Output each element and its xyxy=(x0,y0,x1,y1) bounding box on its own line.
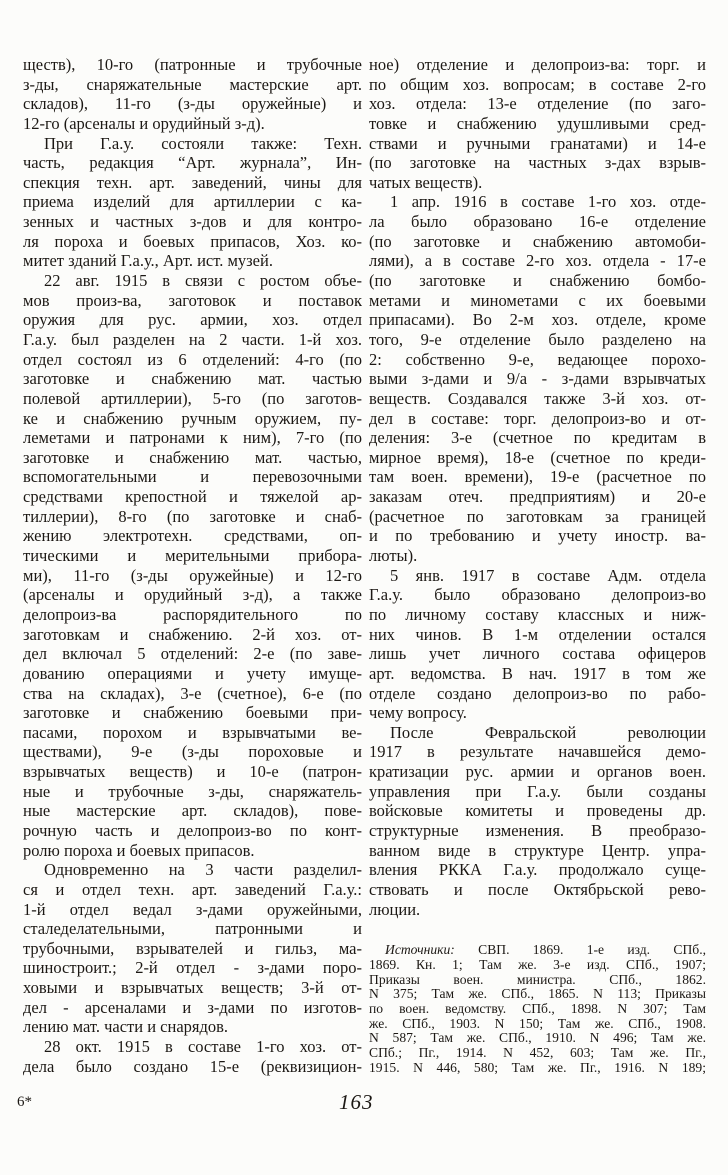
text-line: управления при Г.а.у. были созданы xyxy=(369,781,706,801)
text-line: ное) отделение и делопроиз-ва: торг. и xyxy=(369,55,706,74)
text-line: спекция техн. арт. заведений, чины для xyxy=(23,172,362,192)
text-line: ные и трубочные з-ды, снаряжатель- xyxy=(23,781,362,801)
text-line: 1869. Кн. 1; Там же. 3-е изд. СПб., 1907; xyxy=(369,957,706,972)
text-line: вспомогательными и перевозочными xyxy=(23,467,362,487)
text-line: ке и снабжению ручным оружием, пу- xyxy=(23,408,362,428)
text-line: приема изделий для артиллерии с ка- xyxy=(23,192,362,212)
text-line: дованию операциями и учету имуще- xyxy=(23,663,362,683)
sources-label: Источники: xyxy=(385,943,455,958)
right-column-body xyxy=(369,55,706,919)
text-line: 2: собственно 9-е, ведающее порохо- xyxy=(369,349,706,369)
text-line: Источники: СВП. 1869. 1-е изд. СПб., xyxy=(385,943,706,958)
text-line: делопроиз-ва распорядительного по xyxy=(23,604,362,624)
text-line: 1-й отдел ведал з-дами оружейными, xyxy=(23,899,362,919)
text-line: ществ), 10-го (патронные и трубочные xyxy=(23,55,362,74)
text-line: них чинов. В 1-м отделении остался xyxy=(369,624,706,644)
text-line: арт. ведомства. В нач. 1917 в том же xyxy=(369,663,706,683)
text-line: вления РККА Г.а.у. продолжало суще- xyxy=(369,860,706,880)
text-line: шиностроит.; 2-й отдел - з-дами поро- xyxy=(23,958,362,978)
text-line: припасами). Во 2-м хоз. отделе, кроме xyxy=(369,310,706,330)
text-line: деления: 3-е (счетное по кредитам в xyxy=(369,428,706,448)
text-line: дела было создано 15-е (реквизицион- xyxy=(23,1056,362,1076)
text-line: войсковые комитеты и проведены др. xyxy=(369,801,706,821)
text-line: ла было образовано 16-е отделение xyxy=(369,212,706,232)
text-line: полевой артиллерии), 5-го (по заготов- xyxy=(23,388,362,408)
text-line: ми), 11-го (з-ды оружейные) и 12-го xyxy=(23,565,362,585)
text-line: 28 окт. 1915 в составе 1-го хоз. от- xyxy=(44,1037,362,1057)
text-line: рочную часть и делопроиз-во по конт- xyxy=(23,820,362,840)
text-line: же. СПб., 1903. N 150; Там же. СПб., 1908. xyxy=(369,1016,706,1031)
left-text-column xyxy=(23,55,362,1076)
text-line: 5 янв. 1917 в составе Адм. отдела xyxy=(390,565,706,585)
text-line: хоз. отдела: 13-е отделение (по заго- xyxy=(369,94,706,114)
text-line: леметами и патронами к ним), 7-го (по xyxy=(23,428,362,448)
text-line: ховыми и взрывчатых веществ; 3-й от- xyxy=(23,978,362,998)
text-line: ные мастерские арт. складов), пове- xyxy=(23,801,362,821)
text-line: того, 9-е отделение было разделено на xyxy=(369,329,706,349)
text-line: При Г.а.у. состояли также: Техн. xyxy=(44,133,362,153)
text-line: заготовке и снабжению мат. частью, xyxy=(23,447,362,467)
signature-mark: 6* xyxy=(17,1094,32,1110)
text-line: лями), а в составе 2-го хоз. отдела - 17-е xyxy=(369,251,706,271)
text-line: часть, редакция “Арт. журнала”, Ин- xyxy=(23,153,362,173)
text-line: оружия для рус. армии, хоз. отдел xyxy=(23,310,362,330)
text-line: Одновременно на 3 части разделил- xyxy=(44,860,362,880)
text-line: там воен. времени), 19-е (расчетное по xyxy=(369,467,706,487)
text-line: средствами крепостной и тяжелой ар- xyxy=(23,487,362,507)
text-line: заготовке и снабжению боевыми при- xyxy=(23,703,362,723)
text-line: ства на складах), 3-е (счетное), 6-е (по xyxy=(23,683,362,703)
text-line: (расчетное по заготовкам за границей xyxy=(369,506,706,526)
text-line: трубочными, взрывателей и гильз, ма- xyxy=(23,938,362,958)
text-line: отделе создано делопроиз-во по рабо- xyxy=(369,683,706,703)
text-line: N 375; Там же. СПб., 1865. N 113; Приказы xyxy=(369,987,706,1002)
text-line: сталеделательными, патронными и xyxy=(23,919,362,939)
text-line: 1917 в результате начавшейся демо- xyxy=(369,742,706,762)
text-line: пасами, порохом и взрывчатыми ве- xyxy=(23,722,362,742)
text-line: дел включал 5 отделений: 2-е (по заве- xyxy=(23,644,362,664)
text-line: митет зданий Г.а.у., Арт. ист. музей. xyxy=(23,251,273,271)
text-line: люции. xyxy=(369,899,421,919)
text-line: ся и отдел техн. арт. заведений Г.а.у.: xyxy=(23,879,362,899)
text-line: ванном виде в структуре Центр. упра- xyxy=(369,840,706,860)
text-line: (арсеналы и орудийный з-д), а также xyxy=(23,585,362,605)
text-line: заготовке и снабжению мат. частью xyxy=(23,369,362,389)
text-line: чему вопросу. xyxy=(369,703,467,723)
text-line: кратизации рус. армии и органов воен. xyxy=(369,762,706,782)
text-line: ролю пороха и боевых припасов. xyxy=(23,840,255,860)
right-text-column xyxy=(369,55,706,1075)
text-line: зенных и частных з-дов и для контро- xyxy=(23,212,362,232)
text-line: ля пороха и боевых припасов, Хоз. ко- xyxy=(23,231,362,251)
text-line: выми з-дами и 9/а - з-дами взрывчатых xyxy=(369,369,706,389)
sources-section xyxy=(369,943,706,1075)
text-line: люты). xyxy=(369,546,418,566)
text-line: мов произ-ва, заготовок и поставок xyxy=(23,290,362,310)
text-line: по воен. ведомству. СПб., 1898. N 307; Там xyxy=(369,1001,706,1016)
text-line: 1915. N 446, 580; Там же. Пг., 1916. N 189; xyxy=(369,1060,706,1075)
text-line: ствами и ручными гранатами) и 14-е xyxy=(369,133,706,153)
text-line: отдел состоял из 6 отделений: 4-го (по xyxy=(23,349,362,369)
text-line: чатых веществ). xyxy=(369,172,483,192)
text-line: 12-го (арсеналы и орудийный з-д). xyxy=(23,113,265,133)
text-line: Г.а.у. был разделен на 2 части. 1-й хоз. xyxy=(23,329,362,349)
text-line: ществами), 9-е (з-ды пороховые и xyxy=(23,742,362,762)
text-line: складов), 11-го (з-ды оружейные) и xyxy=(23,94,362,114)
text-line: взрывчатых веществ) и 10-е (патрон- xyxy=(23,762,362,782)
text-line: тиллерии), 8-го (по заготовке и снаб- xyxy=(23,506,362,526)
text-line: метами и минометами с их боевыми xyxy=(369,290,706,310)
text-line: 22 авг. 1915 в связи с ростом объе- xyxy=(44,271,362,291)
text-line: по личному составу классных и ниж- xyxy=(369,604,706,624)
text-line: жению электротехн. средствами, оп- xyxy=(23,526,362,546)
text-line: товке и снабжению удушливыми сред- xyxy=(369,113,706,133)
text-line: Г.а.у. было образовано делопроиз-во xyxy=(369,585,706,605)
text-line: заказам отеч. предприятиям) и 20-е xyxy=(369,487,706,507)
text-line: После Февральской революции xyxy=(390,722,706,742)
text-line: заготовкам и снабжению. 2-й хоз. от- xyxy=(23,624,362,644)
text-line: тическими и мерительными прибора- xyxy=(23,546,362,566)
text-line: (по заготовке и снабжению автомоби- xyxy=(369,231,706,251)
text-line: дел в составе: торг. делопроиз-во и от- xyxy=(369,408,706,428)
text-line: по общим хоз. вопросам; в составе 2-го xyxy=(369,74,706,94)
text-line: N 587; Там же. СПб., 1910. N 496; Там же. xyxy=(369,1031,706,1046)
page-number: 163 xyxy=(339,1090,374,1114)
text-line: лишь учет личного состава офицеров xyxy=(369,644,706,664)
text-line: лению мат. части и снарядов. xyxy=(23,1017,229,1037)
text-line: дел - арсеналами и з-дами по изготов- xyxy=(23,997,362,1017)
text-line: (по заготовке и снабжению бомбо- xyxy=(369,271,706,291)
text-line: 1 апр. 1916 в составе 1-го хоз. отде- xyxy=(390,192,706,212)
text-line: ствовать и после Октябрьской рево- xyxy=(369,879,706,899)
text-line: структурные изменения. В преобразо- xyxy=(369,820,706,840)
text-line: СПб.; Пг., 1914. N 452, 603; Там же. Пг., xyxy=(369,1046,706,1060)
text-line: и по требованию и учету иностр. ва- xyxy=(369,526,706,546)
text-line: мирное время), 18-е (счетное по креди- xyxy=(369,447,706,467)
text-line: з-ды, снаряжательные мастерские арт. xyxy=(23,74,362,94)
text-line: (по заготовке на частных з-дах взрыв- xyxy=(369,153,706,173)
text-line: веществ. Создавался также 3-й хоз. от- xyxy=(369,388,706,408)
text-line: Приказы воен. министра. СПб., 1862. xyxy=(369,972,706,987)
